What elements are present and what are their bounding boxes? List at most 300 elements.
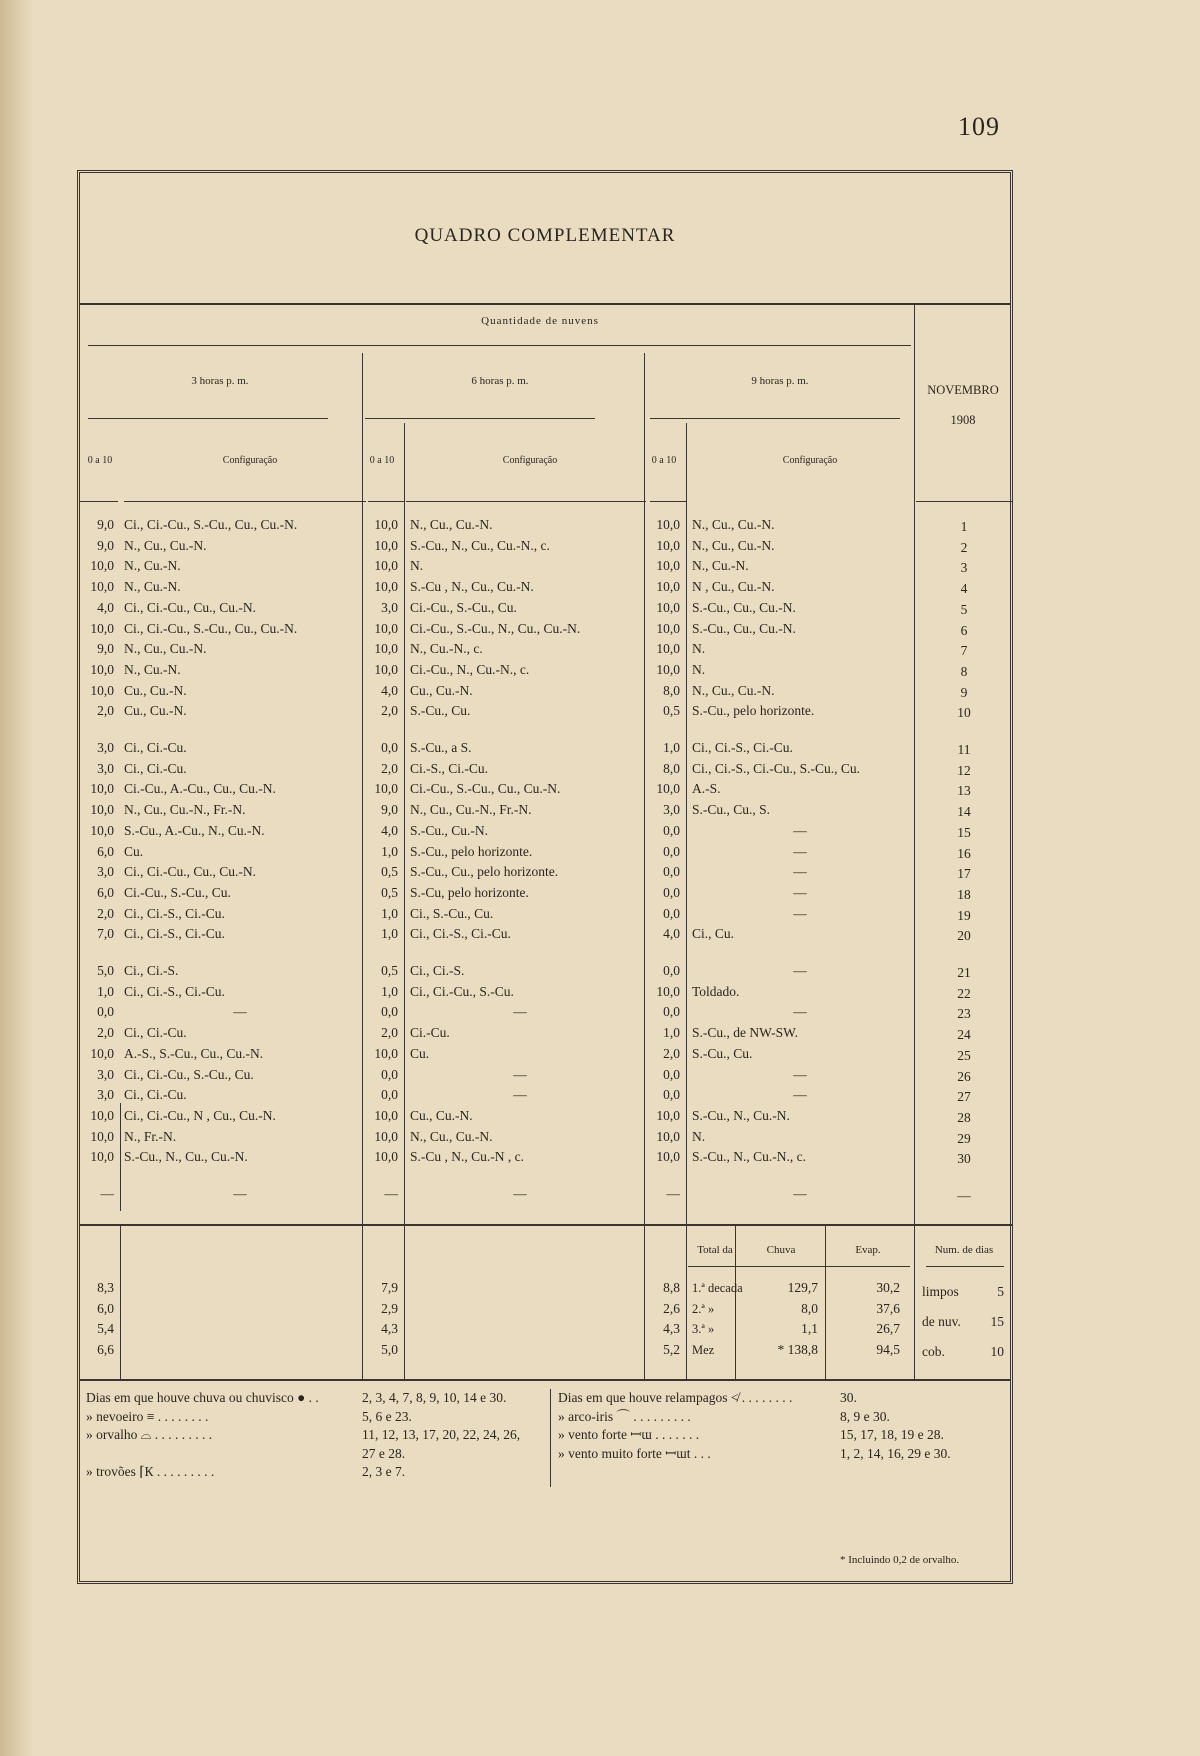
month-label: NOVEMBRO bbox=[927, 383, 999, 397]
config-6pm: Ci.-Cu., N., Cu.-N., c. bbox=[410, 661, 530, 677]
totals-rain: 129,7 bbox=[787, 1280, 818, 1295]
totals-evaporation: 37,6 bbox=[876, 1300, 900, 1316]
day-number: 21 bbox=[957, 965, 971, 980]
day-number: 28 bbox=[957, 1109, 971, 1125]
days-label: cob. bbox=[922, 1344, 945, 1359]
vline-a3-lower bbox=[120, 1103, 121, 1211]
amount-6pm: 0,5 bbox=[381, 864, 398, 880]
config-label-3: Configuração bbox=[222, 455, 278, 466]
days-value: 10 bbox=[990, 1344, 1004, 1359]
amount-6pm: 10,0 bbox=[374, 1128, 398, 1144]
amount-6pm: 3,0 bbox=[381, 599, 398, 615]
config-6pm: — bbox=[513, 1066, 527, 1082]
hdr-underline-c6 bbox=[406, 501, 646, 502]
config-6pm: S.-Cu., Cu.-N. bbox=[410, 822, 489, 838]
config-3pm: Ci., Ci.-Cu., S.-Cu., Cu. bbox=[124, 1066, 254, 1082]
note-label: Dias em que houve relampagos ≮ . . . . . . . . bbox=[558, 1390, 793, 1405]
config-label-9: Configuração bbox=[782, 455, 838, 466]
config-9pm: S.-Cu., N., Cu.-N. bbox=[692, 1107, 790, 1123]
vline-a6 bbox=[404, 423, 405, 1379]
vline-a9 bbox=[686, 423, 687, 1379]
hdr-underline-c3 bbox=[124, 501, 366, 502]
amount-6pm: 10,0 bbox=[374, 641, 398, 657]
config-3pm: Ci., Ci.-Cu. bbox=[124, 1087, 187, 1103]
config-3pm: Ci., Ci.-Cu. bbox=[124, 760, 187, 776]
note-value: 1, 2, 14, 16, 29 e 30. bbox=[840, 1445, 951, 1461]
amount-6pm: 10,0 bbox=[374, 558, 398, 574]
config-3pm: S.-Cu., N., Cu., Cu.-N. bbox=[124, 1149, 248, 1165]
config-9pm: N. bbox=[692, 1128, 706, 1144]
note-label: » vento forte ꟷɯ . . . . . . . bbox=[558, 1427, 700, 1442]
config-6pm: — bbox=[513, 1004, 527, 1020]
amount-9pm: 8,0 bbox=[663, 682, 680, 698]
amount-label-9: 0 a 10 bbox=[651, 455, 677, 466]
config-6pm: S.-Cu., Cu. bbox=[410, 703, 471, 719]
amount-6pm: 2,0 bbox=[381, 760, 398, 776]
amount-9pm: 0,0 bbox=[663, 843, 680, 859]
amount-3pm: 0,0 bbox=[97, 1004, 114, 1020]
amount-3pm: 10,0 bbox=[90, 579, 114, 595]
note-label: Dias em que houve chuva ou chuvisco ● . . bbox=[86, 1390, 319, 1405]
day-number: 13 bbox=[957, 783, 971, 799]
config-6pm: Cu. bbox=[410, 1045, 430, 1061]
vline-a3-summary bbox=[120, 1224, 121, 1379]
amount-9pm: 0,0 bbox=[663, 822, 680, 838]
amount-9pm: 4,0 bbox=[663, 926, 680, 942]
config-9pm: S.-Cu., Cu., Cu.-N. bbox=[692, 620, 796, 636]
day-number: 20 bbox=[957, 928, 971, 944]
amount-6pm: 10,0 bbox=[374, 1149, 398, 1165]
config-3pm: Cu., Cu.-N. bbox=[124, 703, 187, 719]
config-9pm: S.-Cu., Cu. bbox=[692, 1045, 753, 1061]
config-3pm: — bbox=[233, 1004, 247, 1020]
config-3pm: Ci., Ci.-Cu., S.-Cu., Cu., Cu.-N. bbox=[124, 517, 298, 532]
config-9pm: Ci., Ci.-S., Ci.-Cu., S.-Cu., Cu. bbox=[692, 760, 861, 776]
amount-9pm: 10,0 bbox=[656, 537, 680, 553]
totals-header-rule bbox=[688, 1266, 910, 1267]
days-header: Num. de dias bbox=[934, 1244, 994, 1256]
config-6pm: N., Cu., Cu.-N., Fr.-N. bbox=[410, 802, 532, 818]
amount-3pm: 9,0 bbox=[97, 517, 114, 532]
page-binding bbox=[0, 0, 34, 1756]
config-6pm: S.-Cu , N., Cu., Cu.-N. bbox=[410, 579, 534, 595]
note-value: 15, 17, 18, 19 e 28. bbox=[840, 1427, 944, 1442]
sub-rule-3 bbox=[88, 418, 328, 419]
day-number: 8 bbox=[960, 663, 968, 679]
config-9pm: N., Cu.-N. bbox=[692, 558, 749, 574]
config-9pm: — bbox=[793, 1066, 807, 1082]
config-9pm: — bbox=[793, 1004, 807, 1020]
amount-9pm: 0,0 bbox=[663, 884, 680, 900]
amount-6pm: 0,0 bbox=[381, 1004, 398, 1020]
totals-period: 1.ª decada bbox=[692, 1281, 743, 1295]
config-9pm: — bbox=[793, 884, 807, 900]
amount-9pm: 10,0 bbox=[656, 579, 680, 595]
amount-3pm: 10,0 bbox=[90, 781, 114, 797]
amount-6pm: 4,0 bbox=[381, 822, 398, 838]
day-number: 9 bbox=[960, 684, 968, 700]
vline-day bbox=[914, 303, 915, 1379]
totals-evap: Evap. bbox=[855, 1244, 881, 1256]
config-9pm: N., Cu., Cu.-N. bbox=[692, 517, 775, 532]
day-number: 22 bbox=[957, 985, 971, 1001]
summary-9pm: 4,3 bbox=[663, 1321, 680, 1336]
config-6pm: Ci.-Cu., S.-Cu., Cu. bbox=[410, 599, 517, 615]
days-value: 15 bbox=[990, 1314, 1004, 1329]
summary-9pm: 5,2 bbox=[663, 1341, 680, 1357]
totals-rain: 8,0 bbox=[801, 1300, 818, 1316]
config-9pm: A.-S. bbox=[692, 781, 721, 797]
amount-9pm: 3,0 bbox=[663, 802, 680, 818]
amount-3pm: 3,0 bbox=[97, 740, 114, 755]
amount-3pm: 3,0 bbox=[97, 760, 114, 776]
note-label: » trovões ⌈К . . . . . . . . . bbox=[86, 1464, 215, 1479]
config-3pm: Cu. bbox=[124, 843, 144, 859]
summary-3pm: 6,0 bbox=[97, 1300, 114, 1316]
day-number: 16 bbox=[957, 845, 971, 861]
note-label: » vento muito forte ꟷɯt . . . bbox=[558, 1445, 711, 1461]
time-6pm: 6 horas p. m. bbox=[471, 375, 529, 387]
day-number: 27 bbox=[957, 1089, 971, 1105]
footnote: * Incluindo 0,2 de orvalho. bbox=[840, 1554, 960, 1566]
config-3pm: N., Cu.-N. bbox=[124, 558, 181, 574]
config-3pm: N., Cu.-N. bbox=[124, 579, 181, 595]
config-label-6: Configuração bbox=[502, 455, 558, 466]
note-value: 2, 3, 4, 7, 8, 9, 10, 14 e 30. bbox=[362, 1390, 507, 1405]
days-header-rule bbox=[926, 1266, 1004, 1267]
amount-6pm: 10,0 bbox=[374, 1107, 398, 1123]
amount-3pm: 1,0 bbox=[97, 983, 114, 999]
amount-6pm: 2,0 bbox=[381, 703, 398, 719]
table-frame bbox=[77, 170, 1013, 1584]
config-6pm: Ci.-Cu., S.-Cu., Cu., Cu.-N. bbox=[410, 781, 561, 797]
amount-3pm: 10,0 bbox=[90, 1128, 114, 1144]
summary-6pm: 4,3 bbox=[381, 1321, 398, 1336]
notes-divider bbox=[550, 1389, 551, 1487]
config-9pm: N. bbox=[692, 641, 706, 657]
amount-9pm: 10,0 bbox=[656, 558, 680, 574]
config-6pm: Ci., S.-Cu., Cu. bbox=[410, 905, 494, 921]
note-value: 2, 3 e 7. bbox=[362, 1464, 406, 1479]
config-3pm: Ci., Ci.-Cu., S.-Cu., Cu., Cu.-N. bbox=[124, 620, 298, 636]
day-number: 30 bbox=[957, 1151, 971, 1167]
amount-3pm: 10,0 bbox=[90, 822, 114, 838]
summary-6pm: 7,9 bbox=[381, 1280, 398, 1295]
amount-3pm: 9,0 bbox=[97, 641, 114, 657]
day-number: 18 bbox=[957, 886, 971, 902]
day-number: 5 bbox=[960, 601, 968, 617]
time-9pm: 9 horas p. m. bbox=[751, 375, 809, 387]
config-9pm: S.-Cu., pelo horizonte. bbox=[692, 703, 815, 719]
note-label: » arco-iris ⌒ . . . . . . . . . bbox=[558, 1408, 691, 1424]
amount-9pm: 2,0 bbox=[663, 1045, 680, 1061]
day-number: 26 bbox=[957, 1068, 971, 1084]
amount-9pm: 0,0 bbox=[663, 1087, 680, 1103]
amount-3pm: 6,0 bbox=[97, 884, 114, 900]
totals-evaporation: 26,7 bbox=[876, 1321, 900, 1336]
day-number: 17 bbox=[957, 866, 971, 882]
config-3pm: Ci., Ci.-Cu., Cu., Cu.-N. bbox=[124, 599, 257, 615]
amount-3pm: 10,0 bbox=[90, 802, 114, 818]
config-6pm: S.-Cu , N., Cu.-N , c. bbox=[410, 1149, 524, 1165]
config-3pm: Ci., Ci.-Cu., Cu., Cu.-N. bbox=[124, 864, 257, 880]
config-3pm: N., Cu.-N. bbox=[124, 661, 181, 677]
config-3pm: Ci., Ci.-S., Ci.-Cu. bbox=[124, 983, 225, 999]
note-value: 11, 12, 13, 17, 20, 22, 24, 26, bbox=[362, 1427, 521, 1442]
amount-9pm: 10,0 bbox=[656, 781, 680, 797]
totals-evaporation: 30,2 bbox=[876, 1280, 900, 1295]
hdr-underline-a9 bbox=[650, 501, 686, 502]
amount-6pm: 10,0 bbox=[374, 537, 398, 553]
days-label: de nuv. bbox=[922, 1314, 961, 1329]
summary-3pm: 6,6 bbox=[97, 1341, 114, 1357]
amount-9pm: 0,0 bbox=[663, 1066, 680, 1082]
config-6pm: — bbox=[513, 1087, 527, 1103]
day-number: 10 bbox=[957, 705, 971, 721]
amount-3pm: 9,0 bbox=[97, 537, 114, 553]
amount-6pm: 10,0 bbox=[374, 781, 398, 797]
amount-6pm: 1,0 bbox=[381, 905, 398, 921]
amount-6pm: 4,0 bbox=[381, 682, 398, 698]
amount-9pm: 10,0 bbox=[656, 599, 680, 615]
amount-9pm: 0,0 bbox=[663, 864, 680, 880]
config-3pm: Ci.-Cu., S.-Cu., Cu. bbox=[124, 884, 231, 900]
totals-chuva: Chuva bbox=[766, 1244, 796, 1256]
title-area bbox=[80, 173, 1010, 305]
amount-3pm: 10,0 bbox=[90, 558, 114, 574]
config-9pm: Ci., Cu. bbox=[692, 926, 735, 942]
amount-6pm: 9,0 bbox=[381, 802, 398, 818]
amount-3pm: — bbox=[100, 1186, 114, 1201]
amount-9pm: 0,0 bbox=[663, 905, 680, 921]
amount-6pm: 0,0 bbox=[381, 1087, 398, 1103]
amount-3pm: 10,0 bbox=[90, 661, 114, 677]
config-6pm: Cu., Cu.-N. bbox=[410, 682, 473, 698]
config-9pm: — bbox=[793, 864, 807, 880]
amount-6pm: 2,0 bbox=[381, 1025, 398, 1041]
amount-3pm: 10,0 bbox=[90, 620, 114, 636]
day-number: 15 bbox=[957, 824, 971, 840]
amount-9pm: 10,0 bbox=[656, 620, 680, 636]
config-6pm: Ci., Ci.-Cu., S.-Cu. bbox=[410, 983, 514, 999]
clouds-group-label: Quantidade de nuvens bbox=[481, 315, 599, 327]
config-9pm: — bbox=[793, 1186, 807, 1201]
amount-9pm: — bbox=[666, 1186, 680, 1201]
config-9pm: N., Cu., Cu.-N. bbox=[692, 682, 775, 698]
config-3pm: Ci., Ci.-S. bbox=[124, 963, 179, 978]
note-value: 8, 9 e 30. bbox=[840, 1408, 890, 1424]
amount-3pm: 3,0 bbox=[97, 864, 114, 880]
amount-3pm: 10,0 bbox=[90, 682, 114, 698]
day-number: 7 bbox=[960, 643, 968, 659]
totals-rain: * 138,8 bbox=[777, 1341, 818, 1357]
amount-6pm: — bbox=[384, 1186, 398, 1201]
totals-total-da: Total da bbox=[697, 1244, 733, 1256]
sub-rule-9 bbox=[650, 418, 900, 419]
amount-6pm: 0,0 bbox=[381, 740, 398, 755]
note-label: » orvalho ⌓ . . . . . . . . . bbox=[86, 1427, 213, 1442]
amount-6pm: 1,0 bbox=[381, 843, 398, 859]
amount-9pm: 10,0 bbox=[656, 517, 680, 532]
config-6pm: Ci., Ci.-S., Ci.-Cu. bbox=[410, 926, 511, 942]
time-3pm: 3 horas p. m. bbox=[191, 375, 249, 387]
day-number: 23 bbox=[957, 1006, 971, 1022]
config-3pm: Ci.-Cu., A.-Cu., Cu., Cu.-N. bbox=[124, 781, 276, 797]
amount-9pm: 0,0 bbox=[663, 963, 680, 978]
totals-evaporation: 94,5 bbox=[876, 1341, 900, 1357]
amount-9pm: 10,0 bbox=[656, 661, 680, 677]
config-3pm: N., Cu., Cu.-N. bbox=[124, 537, 207, 553]
page-number: 109 bbox=[958, 112, 1000, 141]
sub-rule-6 bbox=[365, 418, 595, 419]
amount-6pm: 0,0 bbox=[381, 1066, 398, 1082]
config-3pm: N., Cu., Cu.-N., Fr.-N. bbox=[124, 802, 246, 818]
summary-3pm: 8,3 bbox=[97, 1280, 114, 1295]
config-6pm: S.-Cu., N., Cu., Cu.-N., c. bbox=[410, 537, 550, 553]
amount-3pm: 7,0 bbox=[97, 926, 114, 942]
amount-6pm: 1,0 bbox=[381, 983, 398, 999]
day-number: 1 bbox=[960, 519, 968, 534]
config-3pm: Cu., Cu.-N. bbox=[124, 682, 187, 698]
summary-9pm: 8,8 bbox=[663, 1280, 680, 1295]
amount-9pm: 10,0 bbox=[656, 1107, 680, 1123]
summary-3pm: 5,4 bbox=[97, 1321, 114, 1336]
summary-rule bbox=[80, 1224, 1012, 1226]
day-number: 29 bbox=[957, 1130, 971, 1146]
vline-chuva-evap bbox=[825, 1224, 826, 1379]
config-9pm: Toldado. bbox=[692, 983, 740, 999]
config-6pm: S.-Cu., pelo horizonte. bbox=[410, 843, 533, 859]
totals-period: 3.ª » bbox=[692, 1322, 715, 1336]
day-number: 25 bbox=[957, 1047, 971, 1063]
config-3pm: A.-S., S.-Cu., Cu., Cu.-N. bbox=[124, 1045, 264, 1061]
config-9pm: Ci., Ci.-S., Ci.-Cu. bbox=[692, 740, 793, 755]
amount-3pm: 10,0 bbox=[90, 1149, 114, 1165]
config-9pm: S.-Cu., N., Cu.-N., c. bbox=[692, 1149, 806, 1165]
config-3pm: Ci., Ci.-Cu. bbox=[124, 740, 187, 755]
summary-6pm: 2,9 bbox=[381, 1300, 398, 1316]
config-9pm: — bbox=[793, 843, 807, 859]
config-9pm: N., Cu., Cu.-N. bbox=[692, 537, 775, 553]
amount-9pm: 8,0 bbox=[663, 760, 680, 776]
config-6pm: N. bbox=[410, 558, 424, 574]
amount-6pm: 10,0 bbox=[374, 1045, 398, 1061]
config-9pm: — bbox=[793, 905, 807, 921]
amount-3pm: 2,0 bbox=[97, 703, 114, 719]
amount-3pm: 3,0 bbox=[97, 1087, 114, 1103]
amount-6pm: 0,5 bbox=[381, 963, 398, 978]
amount-3pm: 5,0 bbox=[97, 963, 114, 978]
config-9pm: — bbox=[793, 822, 807, 838]
config-3pm: Ci., Ci.-S., Ci.-Cu. bbox=[124, 905, 225, 921]
amount-9pm: 0,0 bbox=[663, 1004, 680, 1020]
days-value: 5 bbox=[997, 1284, 1004, 1299]
amount-3pm: 3,0 bbox=[97, 1066, 114, 1082]
amount-6pm: 1,0 bbox=[381, 926, 398, 942]
config-9pm: S.-Cu., de NW-SW. bbox=[692, 1025, 799, 1041]
hdr-underline-a6 bbox=[368, 501, 404, 502]
note-value: 5, 6 e 23. bbox=[362, 1408, 412, 1424]
summary-6pm: 5,0 bbox=[381, 1341, 398, 1357]
amount-6pm: 10,0 bbox=[374, 661, 398, 677]
summary-9pm: 2,6 bbox=[663, 1300, 680, 1316]
config-3pm: N., Fr.-N. bbox=[124, 1128, 177, 1144]
config-3pm: Ci., Ci.-S., Ci.-Cu. bbox=[124, 926, 225, 942]
table-title: QUADRO COMPLEMENTAR bbox=[414, 225, 676, 246]
notes-area bbox=[80, 1379, 1010, 1586]
day-number: 12 bbox=[957, 762, 971, 778]
config-6pm: N., Cu.-N., c. bbox=[410, 641, 483, 657]
amount-9pm: 10,0 bbox=[656, 641, 680, 657]
config-9pm: S.-Cu., Cu., S. bbox=[692, 802, 771, 818]
config-9pm: N , Cu., Cu.-N. bbox=[692, 579, 775, 595]
day-number: 3 bbox=[960, 560, 968, 576]
amount-6pm: 0,5 bbox=[381, 884, 398, 900]
day-number: 14 bbox=[957, 804, 971, 820]
amount-9pm: 10,0 bbox=[656, 1128, 680, 1144]
group-rule bbox=[88, 345, 911, 346]
config-9pm: S.-Cu., Cu., Cu.-N. bbox=[692, 599, 796, 615]
config-6pm: Ci.-Cu., S.-Cu., N., Cu., Cu.-N. bbox=[410, 620, 581, 636]
config-3pm: — bbox=[233, 1186, 247, 1201]
amount-9pm: 10,0 bbox=[656, 983, 680, 999]
amount-6pm: 10,0 bbox=[374, 517, 398, 532]
amount-3pm: 2,0 bbox=[97, 905, 114, 921]
amount-3pm: 10,0 bbox=[90, 1107, 114, 1123]
note-value: 27 e 28. bbox=[362, 1445, 406, 1461]
config-6pm: Ci.-Cu. bbox=[410, 1025, 450, 1041]
config-9pm: — bbox=[793, 1087, 807, 1103]
totals-rain: 1,1 bbox=[801, 1321, 818, 1336]
day-number: 4 bbox=[960, 581, 968, 597]
amount-label-3: 0 a 10 bbox=[87, 455, 113, 466]
config-6pm: Ci., Ci.-S. bbox=[410, 963, 465, 978]
config-3pm: N., Cu., Cu.-N. bbox=[124, 641, 207, 657]
config-9pm: — bbox=[793, 963, 807, 978]
amount-6pm: 10,0 bbox=[374, 579, 398, 595]
year-label: 1908 bbox=[950, 413, 976, 427]
note-value: 30. bbox=[840, 1390, 857, 1405]
amount-9pm: 1,0 bbox=[663, 1025, 680, 1041]
amount-3pm: 4,0 bbox=[97, 599, 114, 615]
config-6pm: — bbox=[513, 1186, 527, 1201]
config-3pm: Ci., Ci.-Cu. bbox=[124, 1025, 187, 1041]
note-label: » nevoeiro ≡ . . . . . . . . bbox=[86, 1408, 209, 1424]
amount-3pm: 2,0 bbox=[97, 1025, 114, 1041]
config-3pm: Ci., Ci.-Cu., N , Cu., Cu.-N. bbox=[124, 1107, 276, 1123]
amount-3pm: 6,0 bbox=[97, 843, 114, 859]
config-6pm: N., Cu., Cu.-N. bbox=[410, 1128, 493, 1144]
amount-3pm: 10,0 bbox=[90, 1045, 114, 1061]
day-number: — bbox=[957, 1188, 971, 1203]
day-number: 2 bbox=[960, 539, 968, 555]
config-6pm: S.-Cu, pelo horizonte. bbox=[410, 884, 529, 900]
config-9pm: N. bbox=[692, 661, 706, 677]
amount-6pm: 10,0 bbox=[374, 620, 398, 636]
amount-9pm: 0,5 bbox=[663, 703, 680, 719]
day-number: 11 bbox=[957, 742, 971, 757]
hdr-underline-day bbox=[916, 501, 1012, 502]
day-number: 19 bbox=[957, 907, 971, 923]
amount-label-6: 0 a 10 bbox=[369, 455, 395, 466]
amount-9pm: 1,0 bbox=[663, 740, 680, 755]
config-6pm: S.-Cu., Cu., pelo horizonte. bbox=[410, 864, 559, 880]
day-number: 24 bbox=[957, 1027, 971, 1043]
totals-period: Mez bbox=[692, 1342, 715, 1357]
config-6pm: N., Cu., Cu.-N. bbox=[410, 517, 493, 532]
config-6pm: S.-Cu., a S. bbox=[410, 740, 472, 755]
hdr-underline-a3 bbox=[80, 501, 118, 502]
